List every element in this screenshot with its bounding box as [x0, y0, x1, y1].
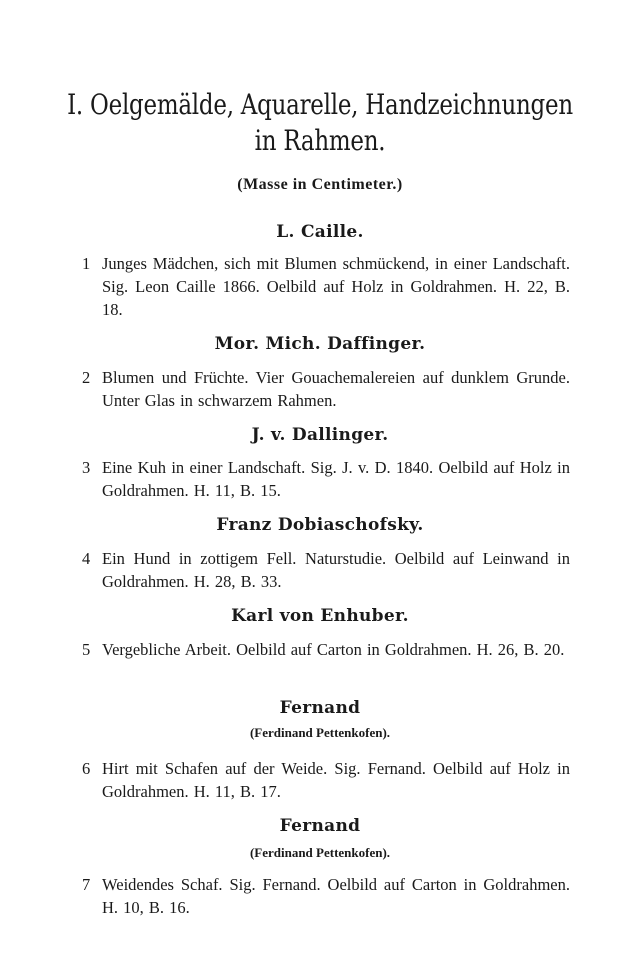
entry-description: Hirt mit Schafen auf der Weide. Sig. Fernand. Oelbild auf Holz in Goldrahmen. H. 11, B. 17. — [102, 759, 570, 801]
entry-description: Eine Kuh in einer Landschaft. Sig. J. v. D. 1840. Oelbild auf Holz in Goldrahmen. H. 11, B. 15. — [102, 458, 570, 500]
entry-number: 2 — [82, 368, 91, 387]
catalog-entry — [82, 638, 570, 661]
artist-heading: L. Caille. — [276, 222, 364, 242]
catalog-entry — [82, 757, 570, 803]
entry-number: 4 — [82, 549, 91, 568]
entry-description: Blumen und Früchte. Vier Gouachemalereien auf dunklem Grunde. Unter Glas in schwarzem Rahmen. — [102, 368, 570, 410]
artist-heading: Franz Dobiaschofsky. — [216, 515, 424, 535]
catalog-entry — [82, 547, 570, 593]
artist-heading: Karl von Enhuber. — [231, 606, 409, 626]
catalog-entry — [82, 366, 570, 412]
artist-heading: Mor. Mich. Daffinger. — [214, 334, 426, 354]
section-title-line-1: I. Oelgemälde, Aquarelle, Handzeichnungen — [67, 88, 573, 121]
measurement-note: (Masse in Centimeter.) — [237, 176, 403, 193]
catalog-entry — [82, 456, 570, 502]
entry-number: 3 — [82, 458, 91, 477]
entry-number: 1 — [82, 254, 91, 273]
artist-heading: Fernand — [279, 698, 361, 718]
catalog-entry — [82, 252, 570, 321]
entry-number: 7 — [82, 875, 91, 894]
entry-number: 6 — [82, 759, 91, 778]
entry-description: Junges Mädchen, sich mit Blumen schmückend, in einer Landschaft. Sig. Leon Caille 1866. Oelbild auf Holz in Goldrahmen. H. 22, B. 18. — [102, 254, 570, 319]
artist-heading: J. v. Dallinger. — [251, 425, 389, 445]
entry-number: 5 — [82, 640, 91, 659]
artist-heading: Fernand — [279, 816, 361, 836]
entry-description: Ein Hund in zottigem Fell. Naturstudie. Oelbild auf Leinwand in Goldrahmen. H. 28, B. 33. — [102, 549, 570, 591]
catalog-entry — [82, 873, 570, 919]
artist-subtitle: (Ferdinand Pettenkofen). — [249, 845, 391, 860]
artist-subtitle: (Ferdinand Pettenkofen). — [249, 725, 391, 740]
section-title-line-2: in Rahmen. — [254, 124, 386, 157]
entry-description: Weidendes Schaf. Sig. Fernand. Oelbild auf Carton in Goldrahmen. H. 10, B. 16. — [102, 875, 570, 917]
entry-description: Vergebliche Arbeit. Oelbild auf Carton in Goldrahmen. H. 26, B. 20. — [102, 640, 565, 659]
